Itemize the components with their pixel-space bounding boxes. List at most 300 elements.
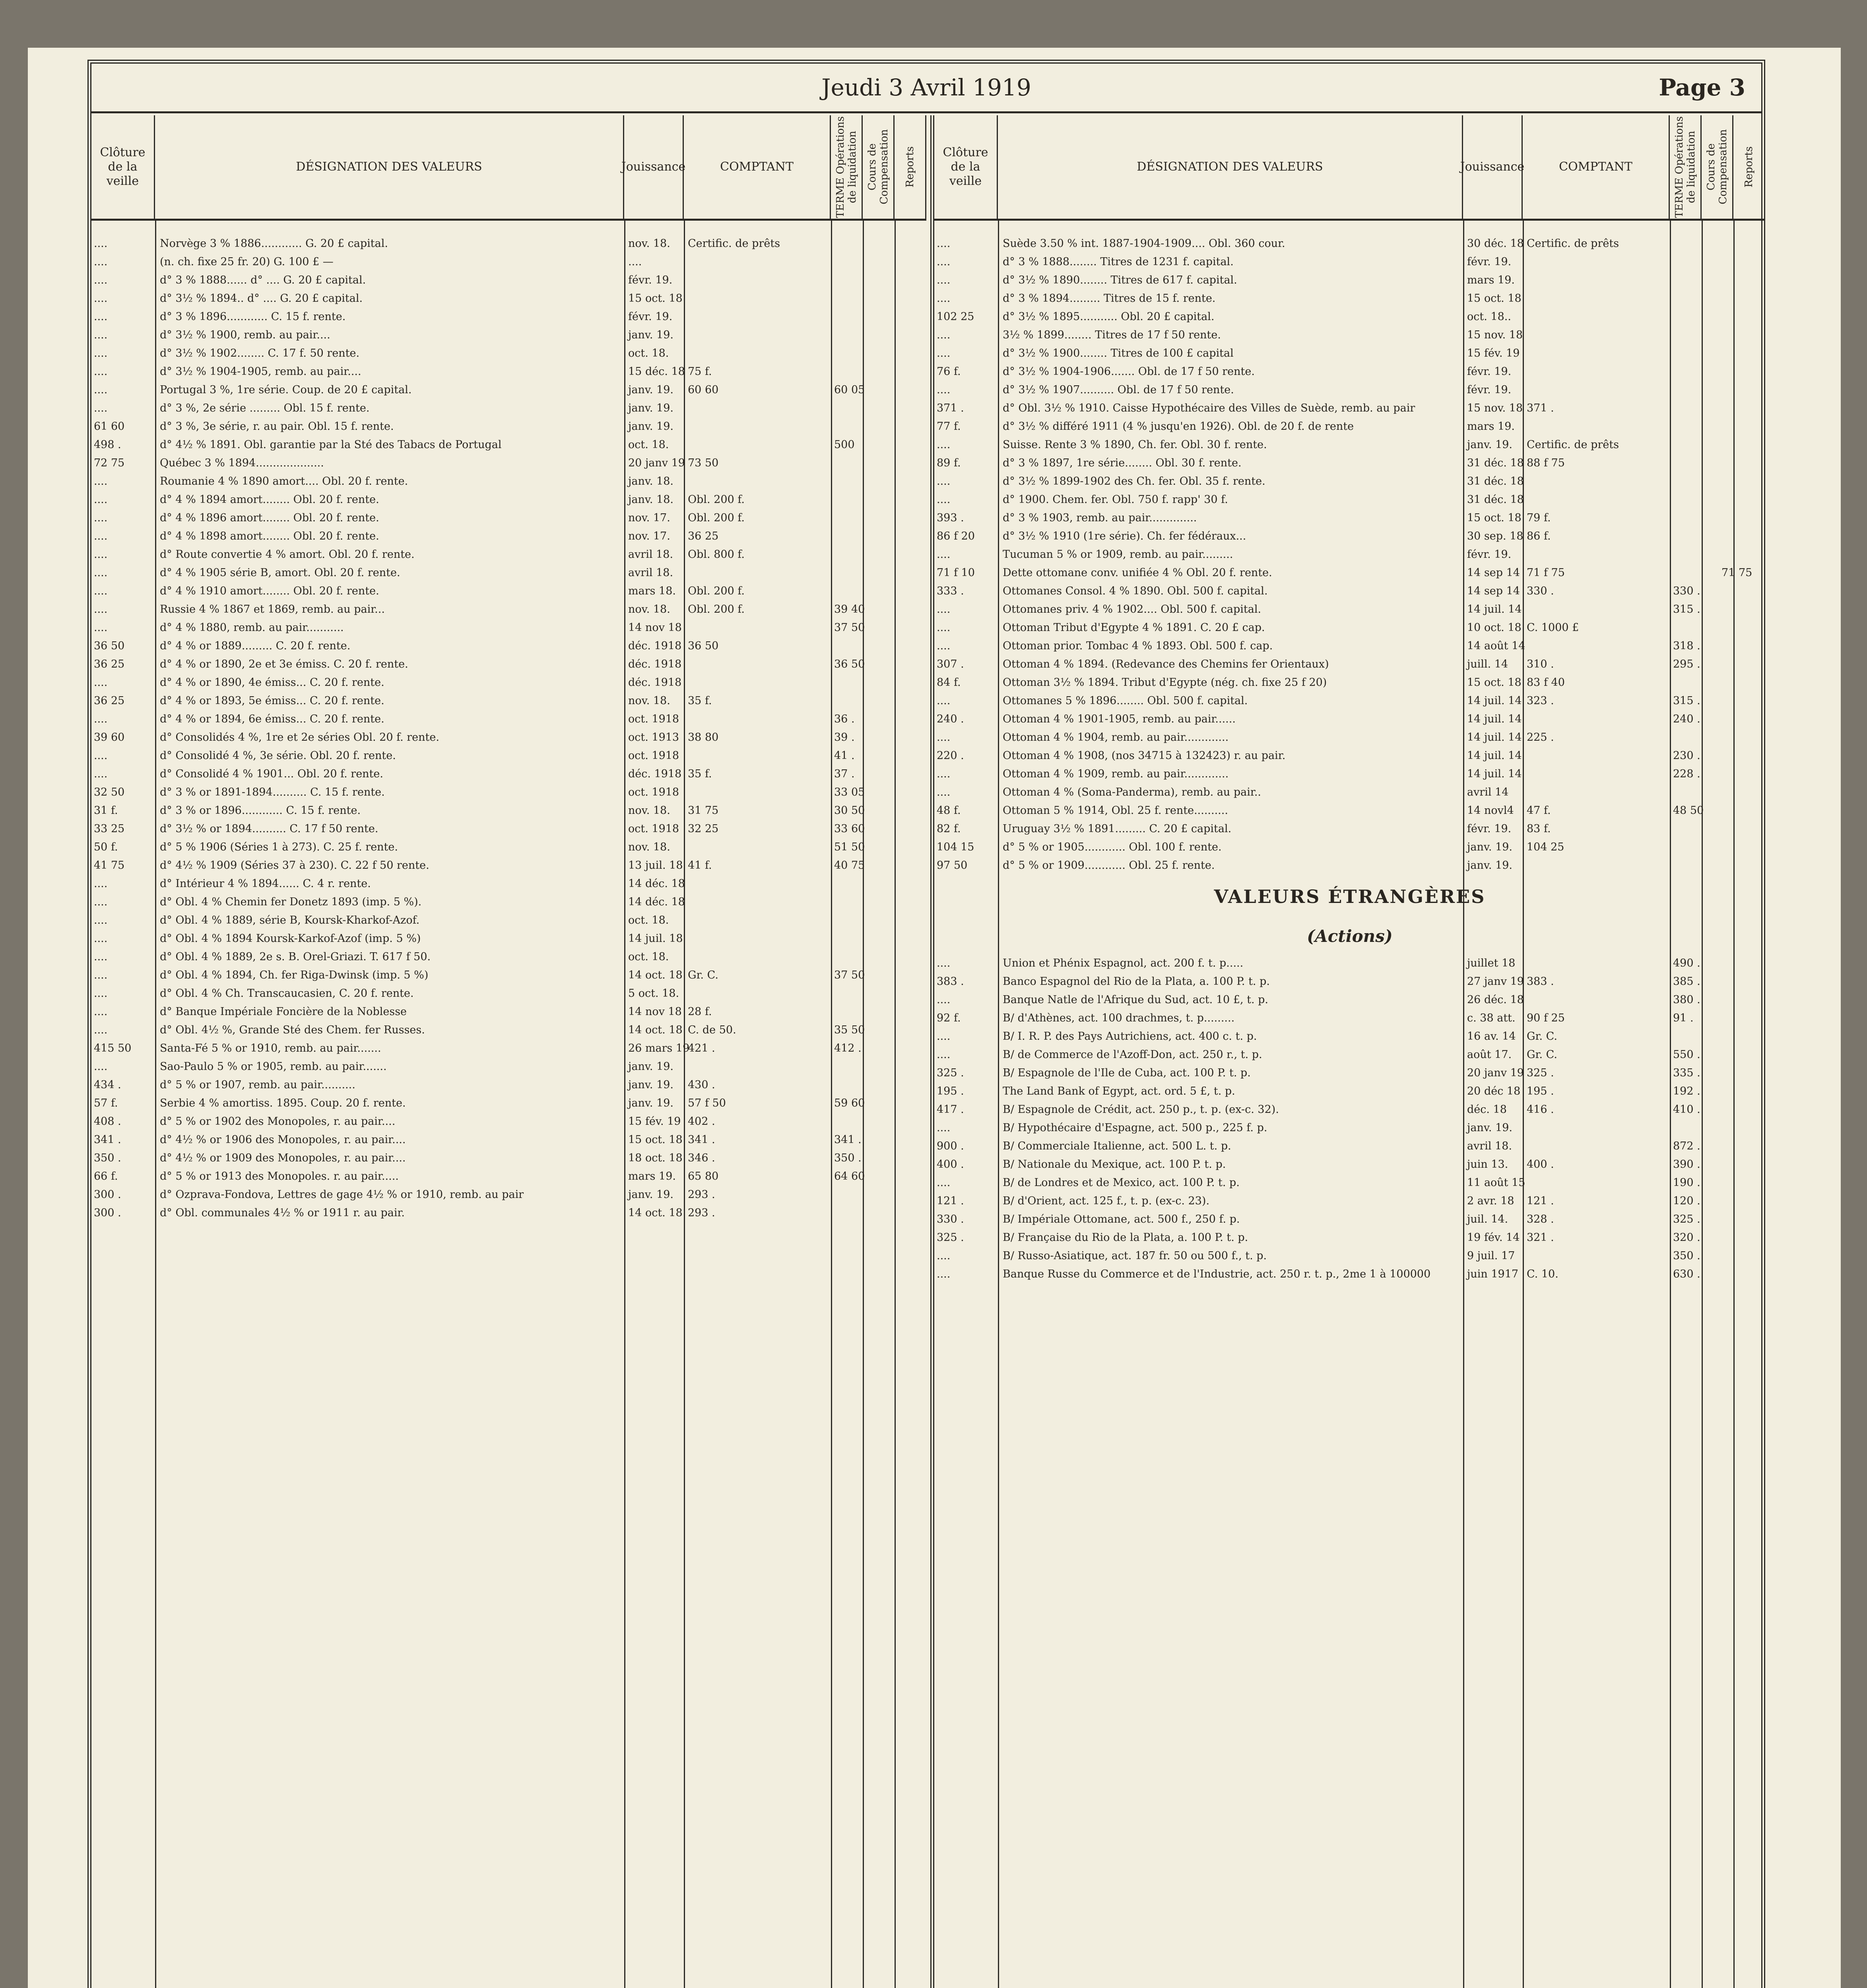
terme-cell: 40 75	[834, 859, 865, 872]
table-row	[91, 984, 926, 1003]
jouissance-cell: 14 novl4	[1467, 804, 1514, 817]
cloture-cell: ....	[94, 621, 108, 634]
designation-cell: d° Obl. communales 4½ % or 1911 r. au pair.	[160, 1207, 405, 1219]
jouissance-cell: janv. 19.	[628, 402, 674, 414]
cloture-cell: ....	[94, 768, 108, 780]
cloture-cell: 325 .	[937, 1231, 964, 1244]
designation-cell: B/ Impériale Ottomane, act. 500 f., 250 f. p.	[1003, 1213, 1240, 1225]
comptant-cell: 36 50	[688, 640, 719, 652]
cloture-cell: 104 15	[937, 841, 974, 853]
jouissance-cell: 20 janv 19	[1467, 1067, 1524, 1079]
designation-cell: B/ Commerciale Italienne, act. 500 L. t. p.	[1003, 1140, 1231, 1152]
terme-cell: 490 .	[1673, 957, 1700, 969]
designation-cell: B/ d'Orient, act. 125 f., t. p. (ex-c. 23).	[1003, 1195, 1210, 1207]
table-row	[91, 454, 926, 472]
table-row	[934, 344, 1765, 363]
cloture-cell: ....	[937, 493, 951, 506]
cloture-cell: 417 .	[937, 1103, 964, 1116]
designation-cell: d° 3½ % 1902........ C. 17 f. 50 rente.	[160, 347, 360, 359]
jouissance-cell: 15 nov. 18	[1467, 402, 1523, 414]
designation-cell: d° Obl. 4½ %, Grande Sté des Chem. fer Russes.	[160, 1024, 425, 1036]
comptant-cell: Gr. C.	[1527, 1048, 1557, 1061]
designation-cell: Serbie 4 % amortiss. 1895. Coup. 20 f. rente.	[160, 1097, 406, 1109]
comptant-cell: 416 .	[1527, 1103, 1554, 1116]
comptant-cell: C. 1000 £	[1527, 621, 1579, 634]
cloture-cell: ....	[937, 1268, 951, 1280]
jouissance-cell: oct. 1918	[628, 823, 679, 835]
cloture-cell: ....	[94, 475, 108, 487]
col-reports	[1733, 115, 1765, 219]
table-row	[934, 271, 1765, 289]
designation-cell: Tucuman 5 % or 1909, remb. au pair.........	[1003, 548, 1233, 561]
jouissance-cell: avril 14	[1467, 786, 1509, 798]
comptant-cell: 47 f.	[1527, 804, 1551, 817]
table-row	[934, 710, 1765, 728]
cloture-cell: ....	[94, 969, 108, 981]
table-row	[934, 1082, 1765, 1101]
cloture-cell: ....	[94, 567, 108, 579]
jouissance-cell: 14 juil. 14	[1467, 749, 1522, 762]
jouissance-cell: oct. 18.	[628, 439, 669, 451]
table-row	[934, 509, 1765, 527]
designation-cell: d° 4 % 1905 série B, amort. Obl. 20 f. rente.	[160, 567, 400, 579]
table-row	[934, 289, 1765, 308]
designation-cell: d° 3½ % 1895........... Obl. 20 £ capital.	[1003, 311, 1215, 323]
jouissance-cell: 31 déc. 18	[1467, 493, 1524, 506]
jouissance-cell: nov. 17.	[628, 512, 670, 524]
comptant-cell: Obl. 800 f.	[688, 548, 745, 561]
table-row	[934, 973, 1765, 991]
cloture-cell: 92 f.	[937, 1012, 961, 1024]
designation-cell: d° 3½ % 1907.......... Obl. de 17 f 50 rente.	[1003, 384, 1234, 396]
designation-cell: d° 4 % or 1890, 2e et 3e émiss. C. 20 f. rente.	[160, 658, 408, 670]
designation-cell: d° 3 %, 2e série ......... Obl. 15 f. rente.	[160, 402, 370, 414]
table-row	[934, 582, 1765, 600]
terme-cell: 37 50	[834, 621, 865, 634]
col-reports-label: Reports	[904, 146, 916, 188]
jouissance-cell: 30 déc. 18	[1467, 237, 1524, 250]
cloture-cell: ....	[94, 713, 108, 725]
table-row	[91, 1131, 926, 1149]
cloture-cell: ....	[937, 1048, 951, 1061]
table-row	[934, 820, 1765, 838]
designation-cell: d° 3½ % 1904-1905, remb. au pair....	[160, 365, 361, 378]
col-cours	[1702, 115, 1733, 219]
designation-cell: Dette ottomane conv. unifiée 4 % Obl. 20 f. rente.	[1003, 567, 1272, 579]
col-reports	[895, 115, 926, 219]
designation-cell: d° 3½ % 1894.. d° .... G. 20 £ capital.	[160, 292, 363, 305]
cloture-cell: ....	[94, 329, 108, 341]
jouissance-cell: 11 août 15	[1467, 1176, 1525, 1189]
cloture-cell: ....	[94, 402, 108, 414]
terme-cell: 64 60	[834, 1170, 865, 1182]
designation-cell: d° 5 % or 1909............ Obl. 25 f. rente.	[1003, 859, 1215, 872]
table-row	[91, 235, 926, 253]
terme-cell: 295 .	[1673, 658, 1700, 670]
comptant-cell: Obl. 200 f.	[688, 512, 745, 524]
jouissance-cell: mars 19.	[1467, 274, 1515, 286]
cloture-cell: 36 25	[94, 658, 125, 670]
table-row	[91, 856, 926, 875]
comptant-cell: 90 f 25	[1527, 1012, 1565, 1024]
table-row	[934, 472, 1765, 491]
designation-cell: d° 1900. Chem. fer. Obl. 750 f. rapp' 30 f.	[1003, 493, 1228, 506]
jouissance-cell: déc. 1918	[628, 658, 682, 670]
designation-cell: d° Intérieur 4 % 1894...... C. 4 r. rente.	[160, 878, 371, 890]
terme-cell: 37 50	[834, 969, 865, 981]
cloture-cell: 36 25	[94, 695, 125, 707]
cloture-cell: ....	[94, 1024, 108, 1036]
terme-cell: 60 05	[834, 384, 865, 396]
terme-cell: 51 50	[834, 841, 865, 853]
jouissance-cell: 20 janv 19	[628, 457, 685, 469]
jouissance-cell: 14 juil. 14	[1467, 731, 1522, 744]
table-row	[934, 417, 1765, 436]
terme-cell: 230 .	[1673, 749, 1700, 762]
designation-cell: Ottoman Tribut d'Egypte 4 % 1891. C. 20 £ cap.	[1003, 621, 1265, 634]
jouissance-cell: 14 déc. 18	[628, 878, 685, 890]
table-row	[91, 527, 926, 546]
designation-cell: d° 3 % 1894......... Titres de 15 f. rente.	[1003, 292, 1216, 305]
cloture-cell: ....	[94, 749, 108, 762]
designation-cell: d° 4 % 1896 amort........ Obl. 20 f. rente.	[160, 512, 379, 524]
jouissance-cell: avril 18.	[628, 567, 673, 579]
table-row	[934, 619, 1765, 637]
col-cloture: Clôture de la veille	[91, 115, 155, 219]
table-row	[91, 381, 926, 399]
designation-cell: d° 3½ % 1910 (1re série). Ch. fer fédéraux...	[1003, 530, 1246, 542]
jouissance-cell: nov. 18.	[628, 603, 670, 615]
table-row	[934, 692, 1765, 710]
jouissance-cell: janv. 19.	[628, 329, 674, 341]
table-row	[91, 546, 926, 564]
designation-cell: d° 4 % or 1889......... C. 20 f. rente.	[160, 640, 351, 652]
cloture-cell: 383 .	[937, 975, 964, 988]
designation-cell: d° Obl. 4 % Ch. Transcaucasien, C. 20 f. rente.	[160, 987, 414, 1000]
designation-cell: Roumanie 4 % 1890 amort.... Obl. 20 f. rente.	[160, 475, 408, 487]
cloture-cell: ....	[937, 274, 951, 286]
table-row	[91, 1186, 926, 1204]
terme-cell: 59 60	[834, 1097, 865, 1109]
table-row	[934, 1155, 1765, 1174]
cloture-cell: ....	[94, 548, 108, 561]
table-row	[91, 820, 926, 838]
col-cloture: Clôture de la veille	[934, 115, 998, 219]
comptant-cell: Gr. C.	[1527, 1030, 1557, 1043]
cloture-cell: 89 f.	[937, 457, 961, 469]
jouissance-cell: févr. 19.	[628, 274, 673, 286]
jouissance-cell: oct. 18..	[1467, 311, 1511, 323]
table-row	[934, 1101, 1765, 1119]
table-row	[934, 954, 1765, 973]
table-row	[934, 564, 1765, 582]
jouissance-cell: 31 déc. 18	[1467, 457, 1524, 469]
jouissance-cell: janv. 19.	[628, 1060, 674, 1073]
designation-cell: Portugal 3 %, 1re série. Coup. de 20 £ capital.	[160, 384, 412, 396]
col-terme-label: TERME Opérations de liquidation	[1673, 116, 1697, 218]
designation-cell: d° 5 % or 1913 des Monopoles. r. au pair.....	[160, 1170, 399, 1182]
table-row	[934, 600, 1765, 619]
cloture-cell: ....	[937, 731, 951, 744]
jouissance-cell: déc. 18	[1467, 1103, 1507, 1116]
table-row	[91, 1149, 926, 1167]
jouissance-cell: févr. 19.	[628, 311, 673, 323]
designation-cell: d° 3 % 1897, 1re série........ Obl. 30 f. rente.	[1003, 457, 1242, 469]
designation-cell: d° 3½ % 1890........ Titres de 617 f. capital.	[1003, 274, 1237, 286]
cloture-cell: ....	[937, 237, 951, 250]
cloture-cell: 220 .	[937, 749, 964, 762]
cloture-cell: 498 .	[94, 439, 121, 451]
designation-cell: d° 3½ % 1900, remb. au pair....	[160, 329, 330, 341]
designation-cell: B/ d'Athènes, act. 100 drachmes, t. p.........	[1003, 1012, 1235, 1024]
table-row	[934, 381, 1765, 399]
designation-cell: d° 4½ % or 1909 des Monopoles, r. au pair....	[160, 1152, 406, 1164]
jouissance-cell: c. 38 att.	[1467, 1012, 1516, 1024]
terme-cell: 350 .	[1673, 1250, 1700, 1262]
designation-cell: d° 3 % 1888...... d° .... G. 20 £ capital.	[160, 274, 366, 286]
jouissance-cell: févr. 19.	[1467, 365, 1512, 378]
terme-cell: 41 .	[834, 749, 855, 762]
cloture-cell: 31 f.	[94, 804, 118, 817]
designation-cell: d° 4 % or 1894, 6e émiss... C. 20 f. rente.	[160, 713, 384, 725]
table-row	[91, 966, 926, 984]
table-row	[91, 619, 926, 637]
table-row	[91, 930, 926, 948]
cloture-cell: ....	[94, 676, 108, 689]
left-half	[91, 115, 926, 1988]
designation-cell: d° 3 % or 1891-1894.......... C. 15 f. rente.	[160, 786, 385, 798]
comptant-cell: 402 .	[688, 1115, 715, 1128]
jouissance-cell: 15 oct. 18	[1467, 676, 1522, 689]
table-row	[91, 728, 926, 747]
table-row	[934, 326, 1765, 344]
comptant-cell: Certific. de prêts	[1527, 439, 1619, 451]
cloture-cell: 76 f.	[937, 365, 961, 378]
cloture-cell: 48 f.	[937, 804, 961, 817]
cloture-cell: 71 f 10	[937, 567, 975, 579]
comptant-cell: 321 .	[1527, 1231, 1554, 1244]
jouissance-cell: juill. 14	[1467, 658, 1508, 670]
cloture-cell: 195 .	[937, 1085, 964, 1097]
jouissance-cell: 15 oct. 18	[628, 292, 683, 305]
table-row	[91, 399, 926, 417]
table-row	[91, 472, 926, 491]
terme-cell: 48 50	[1673, 804, 1704, 817]
designation-cell: Ottoman 4 % (Soma-Panderma), remb. au pair..	[1003, 786, 1261, 798]
terme-cell: 341 .	[834, 1134, 862, 1146]
comptant-cell: 341 .	[688, 1134, 715, 1146]
jouissance-cell: janv. 19.	[1467, 841, 1513, 853]
cloture-cell: 240 .	[937, 713, 964, 725]
designation-cell: d° Obl. 3½ % 1910. Caisse Hypothécaire des Villes de Suède, remb. au pair	[1003, 402, 1415, 414]
jouissance-cell: janv. 19.	[628, 384, 674, 396]
terme-cell: 240 .	[1673, 713, 1700, 725]
terme-cell: 91 .	[1673, 1012, 1694, 1024]
designation-cell: d° Route convertie 4 % amort. Obl. 20 f. rente.	[160, 548, 415, 561]
jouissance-cell: nov. 18.	[628, 804, 670, 817]
terme-cell: 500	[834, 439, 855, 451]
designation-cell: B/ Française du Rio de la Plata, a. 100 P. t. p.	[1003, 1231, 1248, 1244]
terme-cell: 36 .	[834, 713, 855, 725]
jouissance-cell: 20 déc 18	[1467, 1085, 1521, 1097]
comptant-cell: 32 25	[688, 823, 719, 835]
jouissance-cell: mars 19.	[628, 1170, 676, 1182]
table-row	[91, 1076, 926, 1094]
table-row	[91, 363, 926, 381]
designation-cell: d° Obl. 4 % 1889, 2e s. B. Orel-Griazi. T. 617 f 50.	[160, 951, 431, 963]
designation-cell: Russie 4 % 1867 et 1869, remb. au pair...	[160, 603, 385, 615]
designation-cell: d° 4 % 1894 amort........ Obl. 20 f. rente.	[160, 493, 379, 506]
jouissance-cell: févr. 19.	[1467, 256, 1512, 268]
jouissance-cell: 14 juil. 14	[1467, 713, 1522, 725]
table-row	[934, 235, 1765, 253]
section-subtitle: (Actions)	[1307, 926, 1393, 946]
table-row	[934, 838, 1765, 856]
table-row	[934, 655, 1765, 674]
designation-cell: Ottomanes 5 % 1896........ Obl. 500 f. capital.	[1003, 695, 1248, 707]
comptant-cell: Obl. 200 f.	[688, 603, 745, 615]
table-row	[934, 1265, 1765, 1283]
comptant-cell: 323 .	[1527, 695, 1554, 707]
jouissance-cell: oct. 1918	[628, 713, 679, 725]
designation-cell: B/ Espagnole de l'Ile de Cuba, act. 100 P. t. p.	[1003, 1067, 1251, 1079]
cloture-cell: ....	[937, 768, 951, 780]
jouissance-cell: 15 fév. 19	[628, 1115, 681, 1128]
table-row	[934, 1119, 1765, 1137]
jouissance-cell: janv. 19.	[628, 420, 674, 433]
designation-cell: Ottoman 3½ % 1894. Tribut d'Egypte (nég. ch. fixe 25 f 20)	[1003, 676, 1327, 689]
cloture-cell: ....	[937, 695, 951, 707]
terme-cell: 410 .	[1673, 1103, 1700, 1116]
terme-cell: 550 .	[1673, 1048, 1700, 1061]
terme-cell: 630 .	[1673, 1268, 1700, 1280]
cloture-cell: ....	[94, 987, 108, 1000]
comptant-cell: 71 f 75	[1527, 567, 1565, 579]
cloture-cell: 330 .	[937, 1213, 964, 1225]
cloture-cell: 66 f.	[94, 1170, 118, 1182]
jouissance-cell: 14 juil. 14	[1467, 603, 1522, 615]
cloture-cell: ....	[937, 1030, 951, 1043]
table-row	[934, 363, 1765, 381]
designation-cell: d° 3½ % 1899-1902 des Ch. fer. Obl. 35 f. rente.	[1003, 475, 1265, 487]
jouissance-cell: févr. 19.	[1467, 548, 1512, 561]
terme-cell: 37 .	[834, 768, 855, 780]
jouissance-cell: janv. 19.	[628, 1188, 674, 1201]
comptant-cell: 430 .	[688, 1079, 715, 1091]
designation-cell: d° 3½ % or 1894.......... C. 17 f 50 rente.	[160, 823, 378, 835]
table-row	[934, 1137, 1765, 1155]
jouissance-cell: 15 oct. 18	[1467, 292, 1522, 305]
page-date: Jeudi 3 Avril 1919	[821, 74, 1031, 101]
designation-cell: d° 5 % 1906 (Séries 1 à 273). C. 25 f. rente.	[160, 841, 398, 853]
cloture-cell: 408 .	[94, 1115, 121, 1128]
designation-cell: d° 4 % 1910 amort........ Obl. 20 f. rente.	[160, 585, 379, 597]
terme-cell: 385 .	[1673, 975, 1700, 988]
jouissance-cell: 14 août 14	[1467, 640, 1525, 652]
table-row	[934, 674, 1765, 692]
jouissance-cell: 15 nov. 18	[1467, 329, 1523, 341]
jouissance-cell: 26 déc. 18	[1467, 994, 1524, 1006]
table-row	[91, 344, 926, 363]
table-row	[91, 1094, 926, 1112]
cloture-cell: ....	[94, 365, 108, 378]
jouissance-cell: 18 oct. 18	[628, 1152, 683, 1164]
designation-cell: d° 3½ % 1904-1906....... Obl. de 17 f 50 rente.	[1003, 365, 1255, 378]
jouissance-cell: 15 oct. 18	[628, 1134, 683, 1146]
table-row	[91, 765, 926, 783]
terme-cell: 39 .	[834, 731, 855, 744]
cloture-cell: ....	[94, 274, 108, 286]
jouissance-cell: 19 fév. 14	[1467, 1231, 1520, 1244]
designation-cell: Banque Natle de l'Afrique du Sud, act. 10 £, t. p.	[1003, 994, 1269, 1006]
jouissance-cell: févr. 19.	[1467, 384, 1512, 396]
jouissance-cell: janv. 19.	[628, 1097, 674, 1109]
cloture-cell: 33 25	[94, 823, 125, 835]
table-row	[934, 1192, 1765, 1210]
jouissance-cell: janv. 19.	[628, 1079, 674, 1091]
comptant-cell: Gr. C.	[688, 969, 718, 981]
table-row	[934, 546, 1765, 564]
terme-cell: 120 .	[1673, 1195, 1700, 1207]
jouissance-cell: 14 oct. 18	[628, 1024, 683, 1036]
jouissance-cell: 14 oct. 18	[628, 969, 683, 981]
comptant-cell: 31 75	[688, 804, 719, 817]
cloture-cell: ....	[937, 786, 951, 798]
designation-cell: d° Obl. 4 % 1894, Ch. fer Riga-Dwinsk (imp. 5 %)	[160, 969, 429, 981]
table-row	[934, 747, 1765, 765]
jouissance-cell: déc. 1918	[628, 640, 682, 652]
terme-cell: 335 .	[1673, 1067, 1700, 1079]
comptant-cell: 28 f.	[688, 1006, 712, 1018]
designation-cell: B/ Nationale du Mexique, act. 100 P. t. p.	[1003, 1158, 1226, 1171]
cloture-cell: ....	[937, 548, 951, 561]
table-row	[934, 253, 1765, 271]
table-row	[934, 1009, 1765, 1027]
cloture-cell: 415 50	[94, 1042, 132, 1054]
cloture-cell: ....	[937, 439, 951, 451]
comptant-cell: 75 f.	[688, 365, 712, 378]
right-half	[930, 115, 1765, 1988]
jouissance-cell: févr. 19.	[1467, 823, 1512, 835]
cloture-cell: 333 .	[937, 585, 964, 597]
table-row	[934, 1210, 1765, 1229]
jouissance-cell: oct. 1918	[628, 749, 679, 762]
jouissance-cell: 2 avr. 18	[1467, 1195, 1514, 1207]
cloture-cell: 371 .	[937, 402, 964, 414]
cloture-cell: ....	[94, 347, 108, 359]
cloture-cell: ....	[937, 994, 951, 1006]
comptant-cell: Obl. 200 f.	[688, 493, 745, 506]
comptant-cell: 346 .	[688, 1152, 715, 1164]
jouissance-cell: janv. 19.	[1467, 1122, 1513, 1134]
designation-cell: The Land Bank of Egypt, act. ord. 5 £, t. p.	[1003, 1085, 1235, 1097]
cloture-cell: 97 50	[937, 859, 968, 872]
cloture-cell: 121 .	[937, 1195, 964, 1207]
comptant-cell: Certific. de prêts	[688, 237, 780, 250]
table-row	[934, 436, 1765, 454]
designation-cell: Québec 3 % 1894....................	[160, 457, 324, 469]
col-reports-label: Reports	[1743, 146, 1755, 188]
table-row	[934, 802, 1765, 820]
col-comptant: COMPTANT	[1523, 115, 1670, 219]
table-row	[934, 1046, 1765, 1064]
table-row	[91, 308, 926, 326]
table-row	[934, 1064, 1765, 1082]
designation-cell: d° 3 % 1903, remb. au pair..............	[1003, 512, 1197, 524]
comptant-cell: 225 .	[1527, 731, 1554, 744]
table-row	[91, 655, 926, 674]
comptant-cell: 36 25	[688, 530, 719, 542]
